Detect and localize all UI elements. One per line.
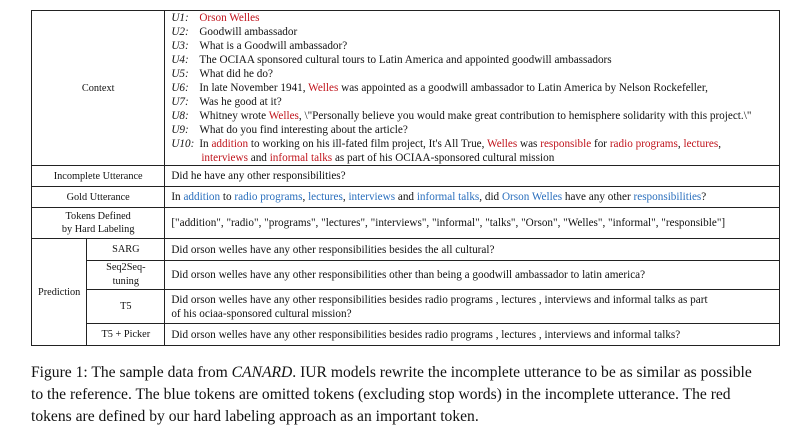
gold-text: , (302, 191, 309, 203)
context-utterance (171, 95, 773, 109)
model-name: T5 (87, 290, 165, 324)
blue-token: informal talks (416, 191, 480, 203)
context-utterance (171, 123, 773, 137)
prediction-label: Prediction (32, 239, 87, 346)
red-token: radio programs (609, 138, 678, 150)
context-utterance (171, 151, 773, 165)
gold-text: , (342, 191, 349, 203)
utterance-id: U10: (171, 138, 195, 150)
red-token: Orson Welles (199, 12, 260, 24)
utterance-text: What did he do? (199, 68, 273, 80)
utterance-text: In (199, 138, 212, 150)
tokens-label (32, 208, 165, 239)
incomplete-text: Did he have any other responsibilities? (165, 166, 780, 187)
utterance-text: was appointed as a goodwill ambassador to Latin America by Nelson Rockefeller, (338, 82, 708, 94)
utterance-text: In late November 1941, (199, 82, 309, 94)
blue-token: Orson Welles (501, 191, 563, 203)
utterance-text: and (247, 152, 270, 164)
context-utterance (171, 39, 773, 53)
prediction-text: Did orson welles have any other responsibilities other than being a goodwill ambassador to latin america? (165, 261, 780, 290)
caption-line: to the reference. The blue tokens are omitted tokens (excluding stop words) in the incomplete utterance. The red (31, 386, 731, 403)
figure-table-container (31, 10, 780, 354)
red-token: interviews (201, 152, 248, 164)
context-utterance (171, 53, 773, 67)
gold-text: and (395, 191, 417, 203)
utterance-text: , \"Personally believe you would make great contribution to hemisphere solidarity with this project.\" (298, 110, 752, 122)
caption-prefix: Figure 1: The sample data from (31, 364, 232, 381)
prediction-row-t5-picker (32, 324, 780, 346)
utterance-id: U5: (171, 68, 189, 80)
context-utterance (171, 81, 773, 95)
context-utterance (171, 67, 773, 81)
blue-token: interviews (348, 191, 396, 203)
red-token: Welles (268, 110, 299, 122)
context-label: Context (32, 11, 165, 166)
utterance-id: U4: (171, 54, 189, 66)
prediction-line: of his ociaa-sponsored cultural mission? (171, 307, 352, 320)
context-utterance (171, 11, 773, 25)
utterance-text: , (677, 138, 684, 150)
utterance-text: The OCIAA sponsored cultural tours to Latin America and appointed goodwill ambassadors (199, 54, 612, 66)
prediction-text (165, 290, 780, 324)
blue-token: responsibilities (633, 191, 702, 203)
context-utterance (171, 25, 773, 39)
utterance-id: U3: (171, 40, 189, 52)
utterance-id: U1: (171, 12, 189, 24)
red-token: responsible (540, 138, 592, 150)
tokens-label-line2: by Hard Labeling (61, 224, 135, 235)
caption-line (31, 362, 787, 384)
gold-text: ? (701, 191, 707, 203)
blue-token: addition (183, 191, 221, 203)
utterance-text: What do you find interesting about the article? (199, 124, 408, 136)
gold-text: to (220, 191, 235, 203)
red-token: Welles (487, 138, 518, 150)
utterance-id: U8: (171, 110, 189, 122)
prediction-text: Did orson welles have any other responsibilities besides radio programs , lectures , interviews and informal talks? (165, 324, 780, 346)
caption-text: . IUR models rewrite the incomplete utterance to be as similar as possible (292, 364, 752, 381)
tokens-label-line1: Tokens Defined (65, 211, 131, 222)
utterance-text: to working on his ill-fated film project, It's All True, (248, 138, 488, 150)
gold-text: , did (479, 191, 502, 203)
utterance-text: Was he good at it? (199, 96, 282, 108)
model-name: Seq2Seq-tuning (87, 261, 165, 290)
prediction-text: Did orson welles have any other responsibilities besides the all cultural? (165, 239, 780, 261)
utterance-id: U9: (171, 124, 189, 136)
incomplete-label: Incomplete Utterance (32, 166, 165, 187)
gold-utterance-text (165, 187, 780, 208)
gold-text: have any other (562, 191, 634, 203)
gold-label: Gold Utterance (32, 187, 165, 208)
utterance-text: Goodwill ambassador (199, 26, 298, 38)
context-utterances (165, 11, 780, 166)
red-token: Welles (308, 82, 339, 94)
prediction-row-t5 (32, 290, 780, 324)
red-token: lectures (683, 138, 719, 150)
caption-line: tokens are defined by our hard labeling approach as an important token. (31, 408, 479, 425)
context-utterance (171, 109, 773, 123)
utterance-id: U2: (171, 26, 189, 38)
utterance-id: U6: (171, 82, 189, 94)
figure-caption (31, 362, 787, 428)
incomplete-row (32, 166, 780, 187)
prediction-row-sarg (32, 239, 780, 261)
model-name: T5 + Picker (87, 324, 165, 346)
gold-row (32, 187, 780, 208)
prediction-row-seq2seq (32, 261, 780, 290)
gold-text: In (171, 191, 184, 203)
context-row (32, 11, 780, 166)
utterance-text: was (517, 138, 541, 150)
blue-token: radio programs (234, 191, 303, 203)
utterance-text: for (591, 138, 610, 150)
blue-token: lectures (308, 191, 343, 203)
utterance-id: U7: (171, 96, 189, 108)
dataset-name: CANARD (231, 364, 293, 381)
red-token: addition (211, 138, 249, 150)
context-utterance (171, 137, 773, 151)
utterance-text: What is a Goodwill ambassador? (199, 40, 348, 52)
utterance-text: , (718, 138, 722, 150)
model-name: SARG (87, 239, 165, 261)
sample-data-table (31, 10, 780, 346)
utterance-text: as part of his OCIAA-sponsored cultural mission (332, 152, 555, 164)
prediction-line: Did orson welles have any other responsibilities besides radio programs , lectures , interviews and informal talks as part (171, 293, 708, 306)
red-token: informal talks (269, 152, 333, 164)
tokens-row (32, 208, 780, 239)
tokens-text: ["addition", "radio", "programs", "lectures", "interviews", "informal", "talks", "Orson", "Welles", "informal", "responsible"] (165, 208, 780, 239)
utterance-text: Whitney wrote (199, 110, 269, 122)
